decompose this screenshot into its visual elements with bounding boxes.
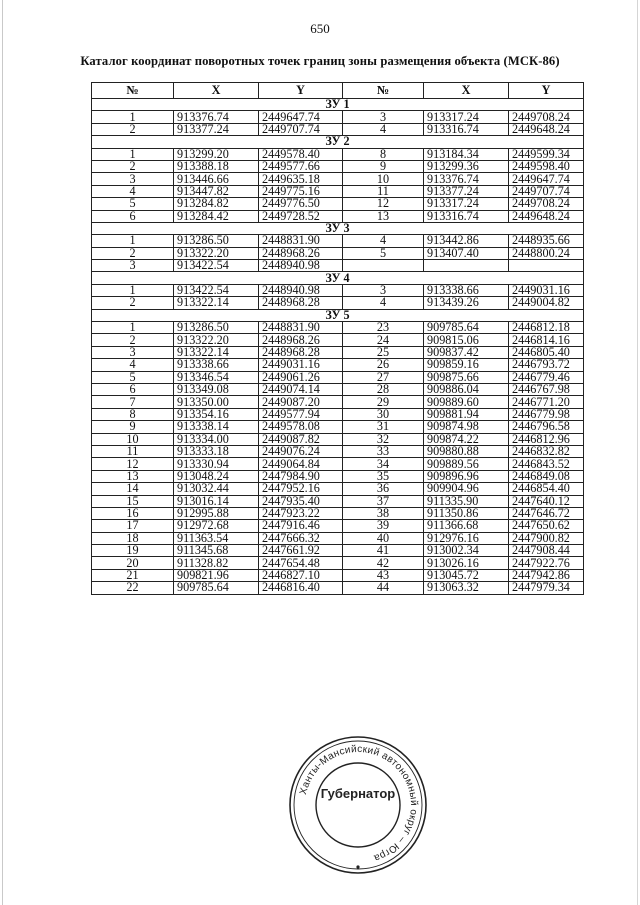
point-number-cell: 4 (92, 185, 174, 197)
x-coordinate-cell: 913184.34 (424, 148, 509, 160)
header-number-left: № (92, 83, 174, 99)
y-coordinate-cell: 2446816.40 (259, 582, 343, 594)
x-coordinate-cell: 909904.96 (424, 483, 509, 495)
x-coordinate-cell: 913317.24 (424, 198, 509, 210)
x-coordinate-cell: 913422.54 (174, 260, 259, 272)
x-coordinate-cell: 913422.54 (174, 284, 259, 296)
y-coordinate-cell: 2449647.74 (509, 173, 584, 185)
point-number-cell: 36 (343, 483, 424, 495)
y-coordinate-cell: 2447654.48 (259, 557, 343, 569)
x-coordinate-cell: 909837.42 (424, 346, 509, 358)
point-number-cell: 27 (343, 371, 424, 383)
y-coordinate-cell: 2449707.74 (509, 185, 584, 197)
y-coordinate-cell: 2449648.24 (509, 123, 584, 135)
point-number-cell: 2 (92, 297, 174, 309)
x-coordinate-cell: 913330.94 (174, 458, 259, 470)
y-coordinate-cell: 2446805.40 (509, 346, 584, 358)
y-coordinate-cell: 2447916.46 (259, 520, 343, 532)
x-coordinate-cell: 913446.66 (174, 173, 259, 185)
x-coordinate-cell: 909889.56 (424, 458, 509, 470)
table-row (92, 433, 584, 445)
x-coordinate-cell: 913048.24 (174, 470, 259, 482)
x-coordinate-cell: 913284.42 (174, 210, 259, 222)
y-coordinate-cell: 2447922.76 (509, 557, 584, 569)
point-number-cell: 1 (92, 284, 174, 296)
point-number-cell: 5 (92, 198, 174, 210)
x-coordinate-cell: 913016.14 (174, 495, 259, 507)
point-number-cell: 20 (92, 557, 174, 569)
governor-seal (286, 733, 430, 877)
y-coordinate-cell: 2449577.94 (259, 408, 343, 420)
point-number-cell: 31 (343, 421, 424, 433)
y-coordinate-cell: 2449577.66 (259, 160, 343, 172)
table-row (92, 520, 584, 532)
y-coordinate-cell: 2449647.74 (259, 111, 343, 123)
point-number-cell: 13 (92, 470, 174, 482)
table-row (92, 346, 584, 358)
point-number-cell: 1 (92, 322, 174, 334)
y-coordinate-cell: 2446796.58 (509, 421, 584, 433)
x-coordinate-cell: 913388.18 (174, 160, 259, 172)
point-number-cell: 6 (92, 383, 174, 395)
y-coordinate-cell: 2449728.52 (259, 210, 343, 222)
y-coordinate-cell: 2449598.40 (509, 160, 584, 172)
point-number-cell: 13 (343, 210, 424, 222)
point-number-cell: 4 (343, 297, 424, 309)
point-number-cell: 11 (92, 445, 174, 457)
point-number-cell: 12 (92, 458, 174, 470)
table-row (92, 532, 584, 544)
page-edge-left (2, 0, 3, 905)
seal-center-text: Губернатор (320, 786, 396, 801)
table-row (92, 160, 584, 172)
point-number-cell: 15 (92, 495, 174, 507)
coordinates-table (91, 82, 584, 595)
table-row (92, 383, 584, 395)
point-number-cell: 39 (343, 520, 424, 532)
table-body (92, 99, 584, 595)
point-number-cell: 17 (92, 520, 174, 532)
x-coordinate-cell: 913346.54 (174, 371, 259, 383)
section-title: ЗУ 2 (92, 136, 584, 148)
header-y-right: Y (509, 83, 584, 99)
section-title: ЗУ 1 (92, 99, 584, 111)
y-coordinate-cell: 2447640.12 (509, 495, 584, 507)
section-header-row (92, 272, 584, 284)
y-coordinate-cell: 2449087.20 (259, 396, 343, 408)
x-coordinate-cell: 913286.50 (174, 235, 259, 247)
x-coordinate-cell: 909815.06 (424, 334, 509, 346)
y-coordinate-cell: 2449061.26 (259, 371, 343, 383)
point-number-cell: 42 (343, 557, 424, 569)
section-title: ЗУ 3 (92, 222, 584, 234)
section-header-row (92, 309, 584, 321)
x-coordinate-cell: 909880.88 (424, 445, 509, 457)
section-header-row (92, 136, 584, 148)
table-row (92, 445, 584, 457)
point-number-cell: 44 (343, 582, 424, 594)
x-coordinate-cell: 913376.74 (174, 111, 259, 123)
y-coordinate-cell: 2447935.40 (259, 495, 343, 507)
x-coordinate-cell: 913286.50 (174, 322, 259, 334)
y-coordinate-cell: 2449578.40 (259, 148, 343, 160)
y-coordinate-cell: 2447979.34 (509, 582, 584, 594)
point-number-cell: 5 (92, 371, 174, 383)
table-row (92, 495, 584, 507)
point-number-cell: 35 (343, 470, 424, 482)
y-coordinate-cell: 2448968.26 (259, 334, 343, 346)
table-header-row (92, 83, 584, 99)
x-coordinate-cell: 913322.14 (174, 346, 259, 358)
y-coordinate-cell: 2447923.22 (259, 507, 343, 519)
point-number-cell: 2 (92, 160, 174, 172)
page-number: 650 (310, 21, 330, 36)
point-number-cell: 9 (343, 160, 424, 172)
table-row (92, 507, 584, 519)
point-number-cell: 3 (92, 173, 174, 185)
table-row (92, 569, 584, 581)
y-coordinate-cell: 2449064.84 (259, 458, 343, 470)
y-coordinate-cell: 2447908.44 (509, 545, 584, 557)
table-row (92, 322, 584, 334)
point-number-cell: 4 (92, 359, 174, 371)
point-number-cell: 43 (343, 569, 424, 581)
point-number-cell: 29 (343, 396, 424, 408)
point-number-cell: 14 (92, 483, 174, 495)
table-row (92, 371, 584, 383)
y-coordinate-cell: 2446812.18 (509, 322, 584, 334)
table-row (92, 458, 584, 470)
x-coordinate-cell: 913316.74 (424, 210, 509, 222)
x-coordinate-cell: 911366.68 (424, 520, 509, 532)
table-row (92, 260, 584, 272)
y-coordinate-cell: 2446827.10 (259, 569, 343, 581)
table-row (92, 210, 584, 222)
point-number-cell: 19 (92, 545, 174, 557)
x-coordinate-cell: 913334.00 (174, 433, 259, 445)
point-number-cell: 3 (343, 111, 424, 123)
x-coordinate-cell: 912995.88 (174, 507, 259, 519)
point-number-cell: 25 (343, 346, 424, 358)
x-coordinate-cell: 913322.20 (174, 334, 259, 346)
y-coordinate-cell: 2446812.96 (509, 433, 584, 445)
y-coordinate-cell: 2448935.66 (509, 235, 584, 247)
y-coordinate-cell: 2447666.32 (259, 532, 343, 544)
y-coordinate-cell: 2449635.18 (259, 173, 343, 185)
section-title: ЗУ 4 (92, 272, 584, 284)
point-number-cell: 1 (92, 235, 174, 247)
x-coordinate-cell: 913322.20 (174, 247, 259, 259)
x-coordinate-cell: 909859.16 (424, 359, 509, 371)
y-coordinate-cell: 2446771.20 (509, 396, 584, 408)
y-coordinate-cell: 2449599.34 (509, 148, 584, 160)
x-coordinate-cell: 909896.96 (424, 470, 509, 482)
header-number-right: № (343, 83, 424, 99)
point-number-cell: 4 (343, 123, 424, 135)
y-coordinate-cell: 2446854.40 (509, 483, 584, 495)
x-coordinate-cell: 913338.14 (174, 421, 259, 433)
y-coordinate-cell: 2448940.98 (259, 284, 343, 296)
point-number-cell: 3 (343, 284, 424, 296)
point-number-cell: 4 (343, 235, 424, 247)
table-row (92, 545, 584, 557)
x-coordinate-cell: 909874.22 (424, 433, 509, 445)
x-coordinate-cell: 913316.74 (424, 123, 509, 135)
page-edge-right (637, 0, 638, 905)
y-coordinate-cell: 2447650.62 (509, 520, 584, 532)
header-y-left: Y (259, 83, 343, 99)
table-row (92, 247, 584, 259)
y-coordinate-cell: 2449708.24 (509, 111, 584, 123)
x-coordinate-cell: 913350.00 (174, 396, 259, 408)
y-coordinate-cell: 2449578.08 (259, 421, 343, 433)
y-coordinate-cell: 2449087.82 (259, 433, 343, 445)
y-coordinate-cell: 2449074.14 (259, 383, 343, 395)
y-coordinate-cell: 2447942.86 (509, 569, 584, 581)
x-coordinate-cell: 913063.32 (424, 582, 509, 594)
x-coordinate-cell: 913284.82 (174, 198, 259, 210)
y-coordinate-cell: 2449707.74 (259, 123, 343, 135)
x-coordinate-cell: 913377.24 (174, 123, 259, 135)
x-coordinate-cell: 911363.54 (174, 532, 259, 544)
document-title: Каталог координат поворотных точек границ зоны размещения объекта (МСК-86) (80, 54, 560, 68)
section-header-row (92, 99, 584, 111)
x-coordinate-cell: 911335.90 (424, 495, 509, 507)
y-coordinate-cell: 2449031.16 (259, 359, 343, 371)
table-row (92, 334, 584, 346)
x-coordinate-cell: 913002.34 (424, 545, 509, 557)
y-coordinate-cell: 2446779.46 (509, 371, 584, 383)
table-row (92, 557, 584, 569)
table-row (92, 284, 584, 296)
table-row (92, 359, 584, 371)
x-coordinate-cell: 913045.72 (424, 569, 509, 581)
point-number-cell: 30 (343, 408, 424, 420)
x-coordinate-cell: 913322.14 (174, 297, 259, 309)
table-row (92, 408, 584, 420)
x-coordinate-cell: 909881.94 (424, 408, 509, 420)
point-number-cell: 5 (343, 247, 424, 259)
x-coordinate-cell: 913439.26 (424, 297, 509, 309)
y-coordinate-cell: 2448968.28 (259, 297, 343, 309)
point-number-cell: 40 (343, 532, 424, 544)
point-number-cell: 33 (343, 445, 424, 457)
seal-ring-text: Ханты-Мансийский автономный округ – Югра (298, 743, 420, 864)
table-row (92, 173, 584, 185)
seal-dot-icon (356, 865, 359, 868)
y-coordinate-cell: 2446779.98 (509, 408, 584, 420)
x-coordinate-cell: 911345.68 (174, 545, 259, 557)
point-number-cell: 37 (343, 495, 424, 507)
y-coordinate-cell: 2447661.92 (259, 545, 343, 557)
point-number-cell: 34 (343, 458, 424, 470)
point-number-cell: 11 (343, 185, 424, 197)
point-number-cell: 32 (343, 433, 424, 445)
point-number-cell: 26 (343, 359, 424, 371)
x-coordinate-cell: 909874.98 (424, 421, 509, 433)
point-number-cell: 2 (92, 334, 174, 346)
point-number-cell: 2 (92, 123, 174, 135)
table-row (92, 123, 584, 135)
point-number-cell: 21 (92, 569, 174, 581)
x-coordinate-cell: 913377.24 (424, 185, 509, 197)
point-number-cell: 24 (343, 334, 424, 346)
point-number-cell: 7 (92, 396, 174, 408)
header-x-left: X (174, 83, 259, 99)
x-coordinate-cell: 913407.40 (424, 247, 509, 259)
y-coordinate-cell: 2448831.90 (259, 235, 343, 247)
x-coordinate-cell: 913026.16 (424, 557, 509, 569)
y-coordinate-cell: 2446849.08 (509, 470, 584, 482)
x-coordinate-cell: 909875.66 (424, 371, 509, 383)
y-coordinate-cell: 2447984.90 (259, 470, 343, 482)
x-coordinate-cell: 909785.64 (174, 582, 259, 594)
x-coordinate-cell: 913442.86 (424, 235, 509, 247)
table-row (92, 396, 584, 408)
y-coordinate-cell: 2447646.72 (509, 507, 584, 519)
y-coordinate-cell: 2449775.16 (259, 185, 343, 197)
x-coordinate-cell: 913338.66 (174, 359, 259, 371)
header-x-right: X (424, 83, 509, 99)
y-coordinate-cell: 2447952.16 (259, 483, 343, 495)
point-number-cell: 16 (92, 507, 174, 519)
point-number-cell: 41 (343, 545, 424, 557)
point-number-cell (343, 260, 424, 272)
section-header-row (92, 222, 584, 234)
y-coordinate-cell (509, 260, 584, 272)
x-coordinate-cell: 913447.82 (174, 185, 259, 197)
y-coordinate-cell: 2449648.24 (509, 210, 584, 222)
point-number-cell: 3 (92, 346, 174, 358)
y-coordinate-cell: 2449031.16 (509, 284, 584, 296)
x-coordinate-cell: 913333.18 (174, 445, 259, 457)
point-number-cell: 38 (343, 507, 424, 519)
table-row (92, 582, 584, 594)
point-number-cell: 8 (343, 148, 424, 160)
point-number-cell: 8 (92, 408, 174, 420)
y-coordinate-cell: 2446767.98 (509, 383, 584, 395)
y-coordinate-cell: 2449776.50 (259, 198, 343, 210)
point-number-cell: 10 (92, 433, 174, 445)
x-coordinate-cell (424, 260, 509, 272)
point-number-cell: 2 (92, 247, 174, 259)
x-coordinate-cell: 913317.24 (424, 111, 509, 123)
point-number-cell: 12 (343, 198, 424, 210)
x-coordinate-cell: 913338.66 (424, 284, 509, 296)
y-coordinate-cell: 2448968.28 (259, 346, 343, 358)
point-number-cell: 10 (343, 173, 424, 185)
table-row (92, 111, 584, 123)
x-coordinate-cell: 909821.96 (174, 569, 259, 581)
x-coordinate-cell: 913032.44 (174, 483, 259, 495)
table-row (92, 148, 584, 160)
table-row (92, 185, 584, 197)
x-coordinate-cell: 912976.16 (424, 532, 509, 544)
table-row (92, 421, 584, 433)
table-row (92, 297, 584, 309)
x-coordinate-cell: 913349.08 (174, 383, 259, 395)
section-title: ЗУ 5 (92, 309, 584, 321)
y-coordinate-cell: 2446843.52 (509, 458, 584, 470)
x-coordinate-cell: 913354.16 (174, 408, 259, 420)
y-coordinate-cell: 2446814.16 (509, 334, 584, 346)
y-coordinate-cell: 2448831.90 (259, 322, 343, 334)
table-row (92, 235, 584, 247)
y-coordinate-cell: 2449076.24 (259, 445, 343, 457)
point-number-cell: 23 (343, 322, 424, 334)
point-number-cell: 3 (92, 260, 174, 272)
y-coordinate-cell: 2449708.24 (509, 198, 584, 210)
x-coordinate-cell: 909889.60 (424, 396, 509, 408)
y-coordinate-cell: 2448968.26 (259, 247, 343, 259)
x-coordinate-cell: 913376.74 (424, 173, 509, 185)
x-coordinate-cell: 913299.36 (424, 160, 509, 172)
x-coordinate-cell: 911350.86 (424, 507, 509, 519)
x-coordinate-cell: 912972.68 (174, 520, 259, 532)
y-coordinate-cell: 2447900.82 (509, 532, 584, 544)
y-coordinate-cell: 2448800.24 (509, 247, 584, 259)
point-number-cell: 1 (92, 111, 174, 123)
point-number-cell: 9 (92, 421, 174, 433)
x-coordinate-cell: 909785.64 (424, 322, 509, 334)
table-row (92, 470, 584, 482)
y-coordinate-cell: 2446793.72 (509, 359, 584, 371)
table-row (92, 198, 584, 210)
y-coordinate-cell: 2449004.82 (509, 297, 584, 309)
table-row (92, 483, 584, 495)
y-coordinate-cell: 2448940.98 (259, 260, 343, 272)
x-coordinate-cell: 909886.04 (424, 383, 509, 395)
point-number-cell: 1 (92, 148, 174, 160)
x-coordinate-cell: 913299.20 (174, 148, 259, 160)
point-number-cell: 28 (343, 383, 424, 395)
point-number-cell: 6 (92, 210, 174, 222)
y-coordinate-cell: 2446832.82 (509, 445, 584, 457)
x-coordinate-cell: 911328.82 (174, 557, 259, 569)
point-number-cell: 22 (92, 582, 174, 594)
point-number-cell: 18 (92, 532, 174, 544)
